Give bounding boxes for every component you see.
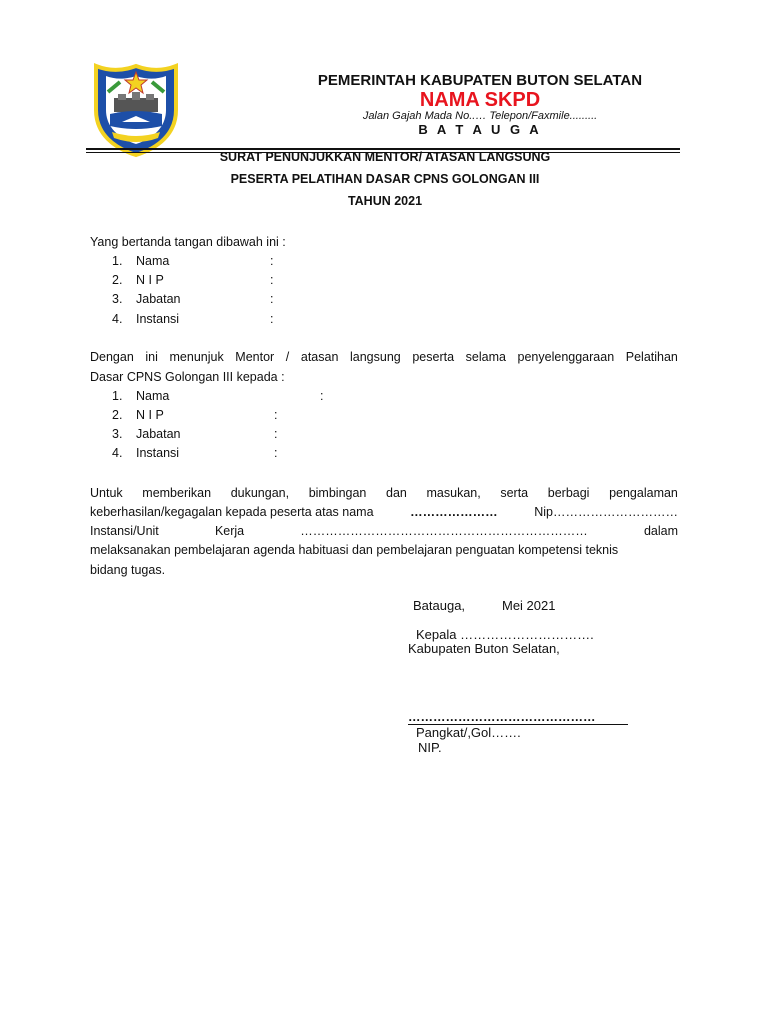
field-label: N I P <box>136 408 164 422</box>
field-colon: : <box>270 312 274 326</box>
work-unit-blank: …………………………………………………………… <box>300 524 588 538</box>
field-number: 1. <box>112 389 123 403</box>
field-label: Jabatan <box>136 427 181 441</box>
signature-date: Mei 2021 <box>502 598 556 613</box>
word: Pelatihan <box>625 350 678 364</box>
word: masukan, <box>426 486 481 500</box>
signatory-nip: NIP. <box>418 740 442 755</box>
field-number: 1. <box>112 254 123 268</box>
field-colon: : <box>320 389 324 403</box>
field-colon: : <box>274 408 278 422</box>
word: dan <box>386 486 407 500</box>
word: serta <box>500 486 529 500</box>
district-emblem-logo <box>92 62 180 158</box>
field-label: Nama <box>136 254 170 268</box>
signatory-role: Kepala …………………………. <box>416 627 594 642</box>
field-colon: : <box>274 427 278 441</box>
government-name: PEMERINTAH KABUPATEN BUTON SELATAN <box>317 72 643 89</box>
field-colon: : <box>270 292 274 306</box>
purpose-paragraph-line1 <box>90 484 678 503</box>
field-colon: : <box>270 273 274 287</box>
signature-place: Batauga, <box>413 598 466 613</box>
purpose-paragraph-line2 <box>90 503 678 522</box>
field-label: Jabatan <box>136 292 181 306</box>
word: atasan <box>300 350 339 364</box>
field-number: 2. <box>112 408 123 422</box>
word: berbagi <box>547 486 590 500</box>
word: Untuk <box>90 486 123 500</box>
office-city: B A T A U G A <box>418 122 542 137</box>
office-address: Jalan Gajah Mada No..… Telepon/Faxmile......... <box>362 110 598 122</box>
field-number: 2. <box>112 273 123 287</box>
word: bimbingan <box>308 486 367 500</box>
letter-title-line1: SURAT PENUNJUKKAN MENTOR/ ATASAN LANGSUNG <box>219 150 551 164</box>
office-name: NAMA SKPD <box>419 89 541 111</box>
word: Mentor <box>235 350 275 364</box>
purpose-paragraph-line3 <box>90 522 678 541</box>
purpose-paragraph-line4: melaksanakan pembelajaran agenda habituasi dan pembelajaran penguatan kompetensi teknis <box>90 543 619 557</box>
word: peserta <box>412 350 455 364</box>
word: Dengan <box>90 350 134 364</box>
purpose-paragraph-line5: bidang tugas. <box>90 563 166 577</box>
appoint-paragraph-line1 <box>90 348 678 367</box>
purpose-text: Instansi/Unit <box>90 524 159 538</box>
field-label: Instansi <box>136 312 180 326</box>
purpose-text: dalam <box>643 524 678 538</box>
word: langsung <box>350 350 401 364</box>
field-colon: : <box>274 446 278 460</box>
signatory-name-line: ……………………………………… <box>408 710 628 725</box>
field-label: Instansi <box>136 446 180 460</box>
field-number: 3. <box>112 427 123 441</box>
intro-text: Yang bertanda tangan dibawah ini : <box>90 235 286 249</box>
word: penyelenggaraan <box>517 350 615 364</box>
field-number: 3. <box>112 292 123 306</box>
participant-name-blank: ………………… <box>410 505 498 519</box>
participant-nip-blank: Nip………………………… <box>534 505 678 519</box>
word: ini <box>145 350 158 364</box>
field-number: 4. <box>112 312 123 326</box>
field-label: Nama <box>136 389 170 403</box>
word: pengalaman <box>609 486 678 500</box>
signatory-organization: Kabupaten Buton Selatan, <box>408 641 560 656</box>
field-number: 4. <box>112 446 123 460</box>
signatory-rank: Pangkat/,Gol……. <box>416 725 521 740</box>
word: / <box>285 350 290 364</box>
field-label: N I P <box>136 273 164 287</box>
field-colon: : <box>270 254 274 268</box>
word: dukungan, <box>230 486 290 500</box>
purpose-text: keberhasilan/kegagalan kepada peserta atas nama <box>90 505 374 519</box>
word: memberikan <box>142 486 212 500</box>
word: menunjuk <box>169 350 224 364</box>
appoint-paragraph-line2: Dasar CPNS Golongan III kepada : <box>90 370 285 384</box>
letter-title-year: TAHUN 2021 <box>347 194 423 208</box>
purpose-text: Kerja <box>214 524 245 538</box>
letter-title-line2: PESERTA PELATIHAN DASAR CPNS GOLONGAN III <box>230 172 540 186</box>
word: selama <box>465 350 506 364</box>
